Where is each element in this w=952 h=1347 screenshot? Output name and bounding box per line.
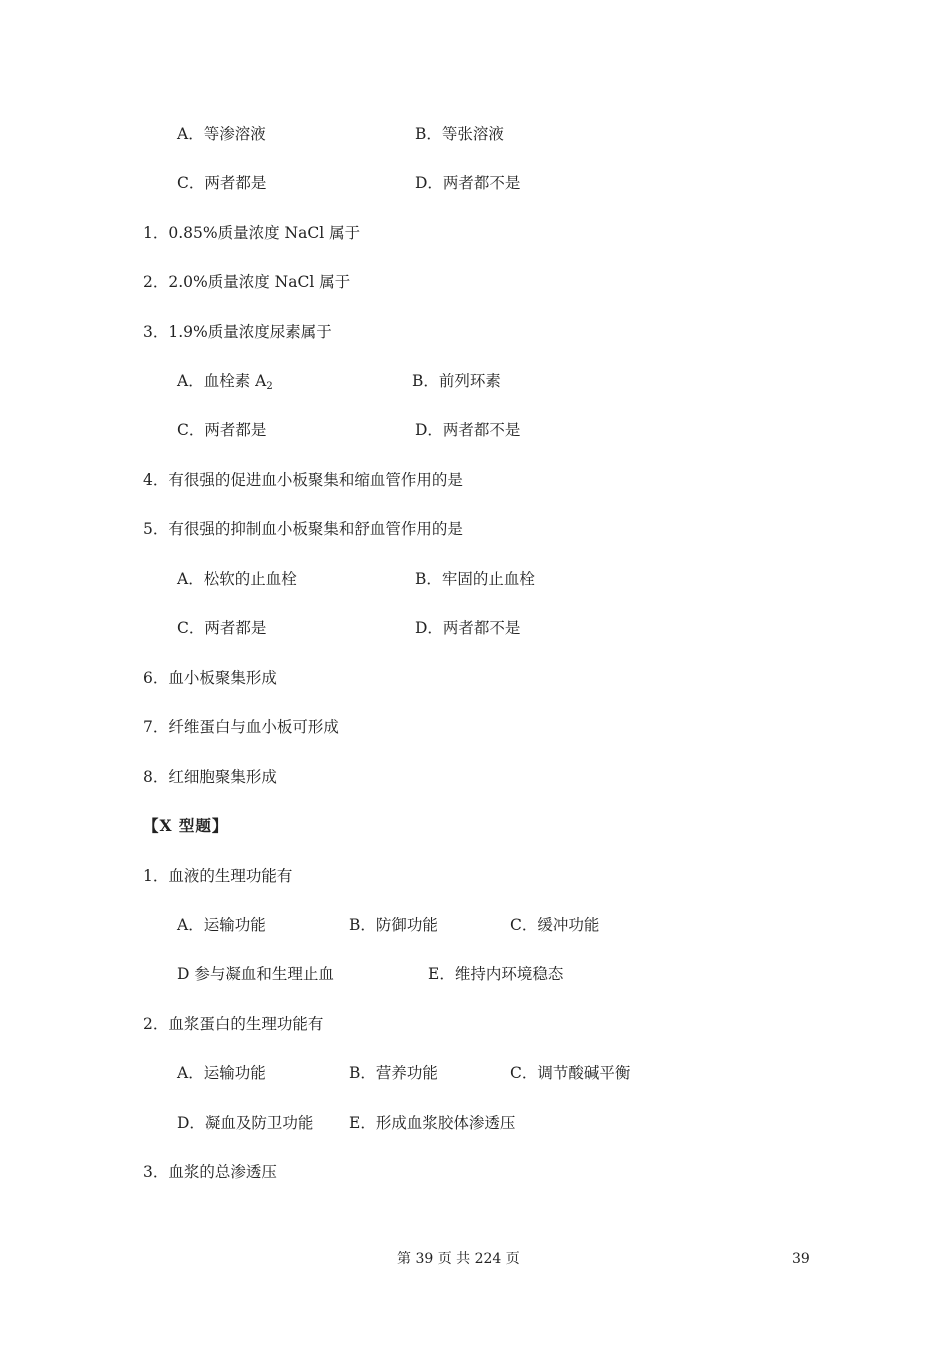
option-e: E．形成血浆胶体渗透压 — [349, 1114, 516, 1132]
option-a: A．等渗溶液 — [177, 125, 266, 143]
option-b: B．等张溶液 — [415, 125, 504, 143]
option-a: A．运输功能 — [177, 1064, 266, 1082]
x-question-3: 3．血浆的总渗透压 — [143, 1163, 277, 1181]
option-c: C．两者都是 — [177, 421, 267, 439]
option-a: A．松软的止血栓 — [177, 570, 297, 588]
option-d: D．凝血及防卫功能 — [177, 1114, 314, 1132]
option-c: C．缓冲功能 — [510, 916, 600, 934]
x-question-1: 1．血液的生理功能有 — [143, 867, 293, 885]
option-d: D 参与凝血和生理止血 — [177, 965, 334, 983]
page-footer: 第 39 页 共 224 页 — [397, 1251, 520, 1267]
question-1: 1．0.85%质量浓度 NaCl 属于 — [143, 224, 361, 242]
question-4: 4．有很强的促进血小板聚集和缩血管作用的是 — [143, 471, 463, 489]
subscript: 2 — [266, 381, 273, 392]
option-b: B．前列环素 — [412, 372, 501, 390]
option-b: B．牢固的止血栓 — [415, 570, 535, 588]
question-6: 6．血小板聚集形成 — [143, 669, 277, 687]
x-question-2: 2．血浆蛋白的生理功能有 — [143, 1015, 324, 1033]
option-a: A．运输功能 — [177, 916, 266, 934]
question-2: 2．2.0%质量浓度 NaCl 属于 — [143, 273, 351, 291]
option-b: B．营养功能 — [349, 1064, 438, 1082]
option-e: E．维持内环境稳态 — [428, 965, 564, 983]
option-c: C．两者都是 — [177, 619, 267, 637]
page-number: 39 — [792, 1251, 810, 1267]
option-a-text: A．血栓素 A — [177, 372, 267, 390]
option-d: D．两者都不是 — [415, 619, 521, 637]
question-5: 5．有很强的抑制血小板聚集和舒血管作用的是 — [143, 520, 463, 538]
option-c: C．两者都是 — [177, 174, 267, 192]
option-a — [177, 371, 273, 397]
question-3: 3．1.9%质量浓度尿素属于 — [143, 323, 332, 341]
option-d: D．两者都不是 — [415, 421, 521, 439]
section-heading: 【X 型题】 — [143, 816, 229, 835]
question-8: 8．红细胞聚集形成 — [143, 768, 277, 786]
option-c: C．调节酸碱平衡 — [510, 1064, 631, 1082]
option-b: B．防御功能 — [349, 916, 438, 934]
option-d: D．两者都不是 — [415, 174, 521, 192]
question-7: 7．纤维蛋白与血小板可形成 — [143, 718, 339, 736]
